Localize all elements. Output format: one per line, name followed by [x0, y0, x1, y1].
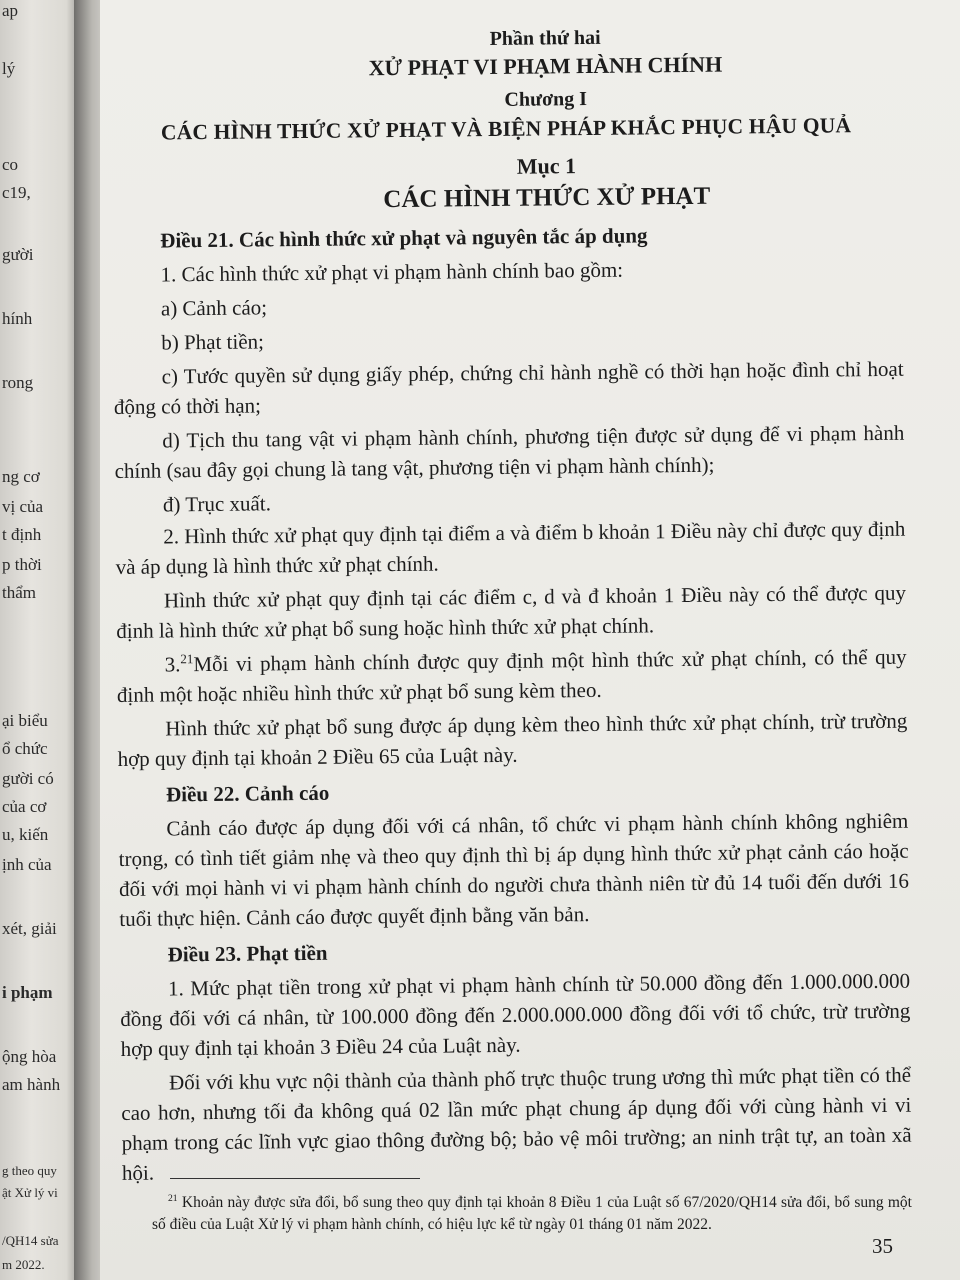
left-page-fragment: m 2022. — [2, 1257, 45, 1272]
article-21-point-a: a) Cảnh cáo; — [160, 295, 268, 321]
left-page-fragment: co — [2, 155, 19, 174]
article-21-clause-1: 1. Các hình thức xử phạt vi phạm hành chính bao gồm: — [160, 257, 624, 287]
article-21-clause-2: 2. Hình thức xử phạt quy định tại điểm a và điểm b khoản 1 Điều này chỉ được quy định và áp dụng là hình thức xử phạt chính. — [115, 516, 906, 579]
left-page-fragment: t định — [2, 525, 42, 544]
left-page-fragment: ại biểu — [2, 711, 48, 730]
left-page-fragment: gười có — [2, 769, 54, 788]
page-content — [110, 22, 912, 1190]
left-page-fragment: gười — [2, 245, 34, 264]
left-page-fragment: ật Xử lý vi — [2, 1185, 58, 1200]
part-label: Phần thứ hai — [489, 26, 601, 51]
article-21-clause-3 — [116, 642, 907, 710]
page-number: 35 — [872, 1234, 893, 1258]
footnote — [152, 1192, 912, 1236]
section-label: Mục 1 — [516, 153, 577, 179]
book-page — [100, 0, 960, 1280]
footnote-text: Khoản này được sửa đổi, bổ sung theo quy định tại khoản 8 Điều 1 của Luật số 67/2020/QH14 sửa đổi, bổ sung một số điều của Luật Xử lý vi phạm hành chính, có hiệu lực kể từ ngày 01 tháng 01 năm 2022. — [152, 1194, 912, 1233]
article-21-heading: Điều 21. Các hình thức xử phạt và nguyên tắc áp dụng — [160, 223, 648, 253]
left-page-fragment: ng cơ — [2, 467, 40, 486]
section-title: CÁC HÌNH THỨC XỬ PHẠT — [383, 182, 711, 214]
left-page-fragment: /QH14 sửa — [2, 1233, 59, 1248]
footnote-divider — [170, 1178, 420, 1179]
left-page-edge — [0, 0, 78, 1280]
left-page-fragment: xét, giải — [2, 919, 57, 938]
footnote-marker: 21 — [168, 1192, 178, 1204]
left-page-fragment: hính — [2, 309, 33, 328]
left-page-fragment: lý — [2, 59, 16, 78]
left-page-fragment: u, kiến — [2, 825, 49, 844]
article-23-heading: Điều 23. Phạt tiền — [167, 940, 328, 967]
article-21-point-b: b) Phạt tiền; — [161, 329, 265, 355]
left-page-fragment: c19, — [2, 183, 31, 202]
left-page-fragment: của cơ — [2, 797, 47, 816]
left-page-fragment: rong — [2, 373, 34, 392]
left-page-fragment: g theo quy — [2, 1163, 57, 1178]
clause-3-text: Mỗi vi phạm hành chính được quy định một hình thức xử phạt chính, có thể quy định một hoặc nhiều hình thức xử phạt bổ sung kèm theo. — [116, 644, 907, 707]
article-23-clause-1-para: Đối với khu vực nội thành của thành phố trực thuộc trung ương thì mức phạt tiền có thể cao hơn, nhưng tối đa không quá 02 lần mức phạt chung áp dụng đối với cùng hành vi vi phạm trong các lĩnh vực giao thông đường bộ; bảo vệ môi trường; an ninh trật tự, an toàn xã hội. — [121, 1062, 912, 1185]
article-23-clause-1: 1. Mức phạt tiền trong xử phạt vi phạm hành chính từ 50.000 đồng đến 1.000.000.000 đồng đối với cá nhân, từ 100.000 đồng đến 2.000.000.000 đồng đối với tổ chức, trừ trường hợp quy định tại khoản 3 Điều 24 của Luật này. — [120, 968, 911, 1061]
article-22-para: Cảnh cáo được áp dụng đối với cá nhân, tổ chức vi phạm hành chính không nghiêm trọng, có tình tiết giảm nhẹ và theo quy định thì bị áp dụng hình thức xử phạt cảnh cáo hoặc đối với mọi hành vi vi phạm hành chính do người chưa thành niên từ đủ 14 tuổi đến dưới 16 tuổi thực hiện. Cảnh cáo được quyết định bằng văn bản. — [118, 808, 910, 931]
clause-3-number: 3. — [164, 652, 181, 677]
article-21-point-c: c) Tước quyền sử dụng giấy phép, chứng chỉ hành nghề có thời hạn hoặc đình chỉ hoạt động có thời hạn; — [113, 356, 904, 419]
left-page-fragment: vị của — [2, 497, 44, 516]
part-title: XỬ PHẠT VI PHẠM HÀNH CHÍNH — [368, 51, 723, 81]
article-21-point-dd: đ) Trục xuất. — [162, 491, 272, 517]
article-22-heading: Điều 22. Cảnh cáo — [165, 780, 330, 807]
article-21-clause-2-para: Hình thức xử phạt quy định tại các điểm c, d và đ khoản 1 Điều này có thể được quy định là hình thức xử phạt bổ sung hoặc hình thức xử phạt chính. — [116, 580, 907, 643]
left-page-fragment: ổ chức — [2, 739, 48, 758]
left-page-fragment: thẩm — [2, 583, 36, 602]
left-page-fragment: ộng hòa — [2, 1047, 57, 1066]
footnote-ref: 21 — [180, 651, 194, 667]
chapter-label: Chương I — [504, 88, 588, 111]
chapter-title: CÁC HÌNH THỨC XỬ PHẠT VÀ BIỆN PHÁP KHẮC PHỤC HẬU QUẢ — [160, 113, 852, 145]
article-21-point-d: d) Tịch thu tang vật vi phạm hành chính, phương tiện được sử dụng để vi phạm hành chính (sau đây gọi chung là tang vật, phương tiện vi phạm hành chính); — [114, 420, 905, 483]
left-page-fragment: am hành — [2, 1075, 61, 1094]
left-page-fragment: ịnh của — [2, 855, 52, 874]
left-page-fragment: p thời — [2, 555, 42, 574]
left-page-fragment: ap — [2, 1, 19, 20]
article-21-clause-3-para: Hình thức xử phạt bổ sung được áp dụng kèm theo hình thức xử phạt chính, trừ trường hợp quy định tại khoản 2 Điều 65 của Luật này. — [117, 708, 908, 771]
left-page-fragment: i phạm — [2, 983, 53, 1002]
